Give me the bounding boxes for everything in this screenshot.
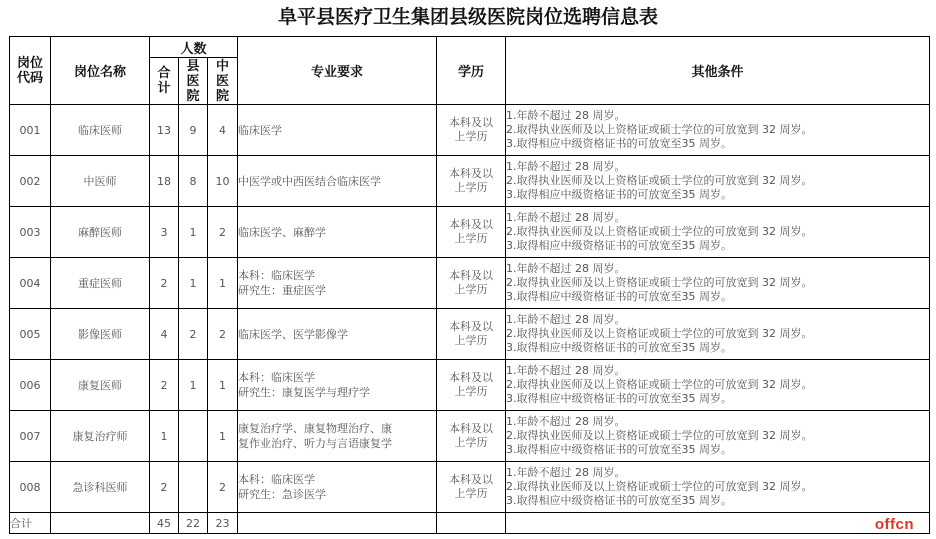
major-line: 中医学或中西医结合临床医学 [238, 174, 382, 188]
post-name: 重症医师 [51, 258, 150, 309]
condition-line: 1.年龄不超过 28 周岁。 [506, 466, 626, 479]
education-line: 上学历 [454, 487, 488, 500]
post-code: 004 [10, 258, 51, 309]
major-line: 临床医学 [238, 123, 283, 137]
count-total: 2 [150, 258, 179, 309]
count-county: 2 [179, 309, 208, 360]
other-conditions [506, 462, 930, 513]
total-label: 合计 [10, 513, 51, 534]
post-code: 001 [10, 105, 51, 156]
count-tcm: 10 [208, 156, 238, 207]
education-line: 上学历 [454, 181, 488, 194]
education-requirement [437, 258, 506, 309]
post-name: 临床医师 [51, 105, 150, 156]
education-line: 本科及以 [449, 167, 494, 180]
other-conditions [506, 411, 930, 462]
count-total: 1 [150, 411, 179, 462]
other-conditions [506, 105, 930, 156]
condition-line: 1.年龄不超过 28 周岁。 [506, 211, 626, 224]
post-name: 急诊科医师 [51, 462, 150, 513]
condition-line: 2.取得执业医师及以上资格证或硕士学位的可放宽到 32 周岁。 [506, 123, 813, 136]
condition-line: 2.取得执业医师及以上资格证或硕士学位的可放宽到 32 周岁。 [506, 480, 813, 493]
education-line: 本科及以 [449, 218, 494, 231]
education-line: 本科及以 [449, 473, 494, 486]
post-code: 003 [10, 207, 51, 258]
count-county: 1 [179, 360, 208, 411]
major-requirement [238, 207, 437, 258]
education-requirement [437, 360, 506, 411]
table-row [10, 411, 930, 462]
count-tcm: 2 [208, 207, 238, 258]
post-code: 005 [10, 309, 51, 360]
other-conditions [506, 156, 930, 207]
education-requirement [437, 207, 506, 258]
page-title: 阜平县医疗卫生集团县级医院岗位选聘信息表 [277, 6, 658, 28]
other-conditions [506, 207, 930, 258]
education-requirement [437, 309, 506, 360]
count-total: 3 [150, 207, 179, 258]
post-code: 008 [10, 462, 51, 513]
condition-line: 3.取得相应中级资格证书的可放宽至35 周岁。 [506, 494, 733, 507]
header-education: 学历 [437, 37, 506, 105]
condition-line: 2.取得执业医师及以上资格证或硕士学位的可放宽到 32 周岁。 [506, 225, 813, 238]
major-line: 临床医学、医学影像学 [238, 327, 349, 341]
education-line: 本科及以 [449, 422, 494, 435]
condition-line: 2.取得执业医师及以上资格证或硕士学位的可放宽到 32 周岁。 [506, 429, 813, 442]
count-tcm: 4 [208, 105, 238, 156]
table-row [10, 309, 930, 360]
count-total: 2 [150, 462, 179, 513]
condition-line: 2.取得执业医师及以上资格证或硕士学位的可放宽到 32 周岁。 [506, 378, 813, 391]
header-name: 岗位名称 [51, 37, 150, 105]
education-line: 本科及以 [449, 320, 494, 333]
table-row [10, 462, 930, 513]
table-row [10, 105, 930, 156]
count-county [179, 462, 208, 513]
count-tcm: 2 [208, 309, 238, 360]
header-major: 专业要求 [238, 37, 437, 105]
table-row [10, 156, 930, 207]
count-tcm: 1 [208, 258, 238, 309]
header-county: 县 医 院 [179, 58, 208, 105]
condition-line: 3.取得相应中级资格证书的可放宽至35 周岁。 [506, 392, 733, 405]
post-name: 麻醉医师 [51, 207, 150, 258]
condition-line: 3.取得相应中级资格证书的可放宽至35 周岁。 [506, 239, 733, 252]
post-code: 007 [10, 411, 51, 462]
condition-line: 1.年龄不超过 28 周岁。 [506, 109, 626, 122]
major-requirement [238, 258, 437, 309]
header-total: 合 计 [150, 58, 179, 105]
total-row [10, 513, 930, 534]
post-name: 康复治疗师 [51, 411, 150, 462]
education-line: 上学历 [454, 283, 488, 296]
education-line: 上学历 [454, 130, 488, 143]
education-requirement [437, 105, 506, 156]
major-requirement [238, 105, 437, 156]
education-requirement [437, 411, 506, 462]
post-name: 影像医师 [51, 309, 150, 360]
post-code: 006 [10, 360, 51, 411]
table-row [10, 360, 930, 411]
count-county: 8 [179, 156, 208, 207]
total-empty-name [51, 513, 150, 534]
other-conditions [506, 309, 930, 360]
condition-line: 2.取得执业医师及以上资格证或硕士学位的可放宽到 32 周岁。 [506, 327, 813, 340]
total-count: 45 [150, 513, 179, 534]
count-county [179, 411, 208, 462]
education-line: 上学历 [454, 334, 488, 347]
count-total: 13 [150, 105, 179, 156]
header-other: 其他条件 [506, 37, 930, 105]
major-requirement [238, 360, 437, 411]
condition-line: 1.年龄不超过 28 周岁。 [506, 262, 626, 275]
condition-line: 1.年龄不超过 28 周岁。 [506, 160, 626, 173]
condition-line: 3.取得相应中级资格证书的可放宽至35 周岁。 [506, 137, 733, 150]
major-line: 本科：临床医学 [238, 371, 316, 384]
major-line: 临床医学、麻醉学 [238, 225, 327, 239]
education-requirement [437, 156, 506, 207]
condition-line: 3.取得相应中级资格证书的可放宽至35 周岁。 [506, 188, 733, 201]
major-requirement [238, 462, 437, 513]
total-empty-education [437, 513, 506, 534]
condition-line: 3.取得相应中级资格证书的可放宽至35 周岁。 [506, 290, 733, 303]
major-line: 本科：临床医学 [238, 473, 316, 486]
condition-line: 3.取得相应中级资格证书的可放宽至35 周岁。 [506, 443, 733, 456]
education-line: 上学历 [454, 385, 488, 398]
condition-line: 3.取得相应中级资格证书的可放宽至35 周岁。 [506, 341, 733, 354]
total-empty-other [506, 513, 930, 534]
other-conditions [506, 360, 930, 411]
education-line: 上学历 [454, 232, 488, 245]
education-requirement [437, 462, 506, 513]
education-line: 本科及以 [449, 371, 494, 384]
count-total: 4 [150, 309, 179, 360]
condition-line: 2.取得执业医师及以上资格证或硕士学位的可放宽到 32 周岁。 [506, 276, 813, 289]
total-empty-major [238, 513, 437, 534]
count-tcm: 2 [208, 462, 238, 513]
count-county: 9 [179, 105, 208, 156]
header-tcm: 中 医 院 [208, 58, 238, 105]
count-total: 18 [150, 156, 179, 207]
offcn-watermark-logo: offcn [874, 516, 914, 533]
major-line: 研究生：急诊医学 [238, 488, 327, 501]
total-county: 22 [179, 513, 208, 534]
education-line: 本科及以 [449, 269, 494, 282]
education-line: 上学历 [454, 436, 488, 449]
total-tcm: 23 [208, 513, 238, 534]
recruitment-table [9, 36, 930, 534]
major-requirement [238, 156, 437, 207]
count-tcm: 1 [208, 411, 238, 462]
count-county: 1 [179, 207, 208, 258]
condition-line: 1.年龄不超过 28 周岁。 [506, 364, 626, 377]
count-total: 2 [150, 360, 179, 411]
post-code: 002 [10, 156, 51, 207]
header-people: 人数 [150, 37, 238, 58]
table-row [10, 207, 930, 258]
header-code: 岗位 代码 [10, 37, 51, 105]
major-requirement [238, 309, 437, 360]
other-conditions [506, 258, 930, 309]
condition-line: 1.年龄不超过 28 周岁。 [506, 313, 626, 326]
education-line: 本科及以 [449, 116, 494, 129]
table-row [10, 258, 930, 309]
post-name: 中医师 [51, 156, 150, 207]
condition-line: 2.取得执业医师及以上资格证或硕士学位的可放宽到 32 周岁。 [506, 174, 813, 187]
major-line: 研究生：康复医学与理疗学 [238, 386, 371, 399]
count-tcm: 1 [208, 360, 238, 411]
major-line: 本科：临床医学 [238, 269, 316, 282]
post-name: 康复医师 [51, 360, 150, 411]
major-line: 康复治疗学、康复物理治疗、康 [238, 422, 393, 435]
major-line: 研究生：重症医学 [238, 284, 327, 297]
condition-line: 1.年龄不超过 28 周岁。 [506, 415, 626, 428]
count-county: 1 [179, 258, 208, 309]
major-line: 复作业治疗、听力与言语康复学 [238, 437, 393, 450]
major-requirement [238, 411, 437, 462]
